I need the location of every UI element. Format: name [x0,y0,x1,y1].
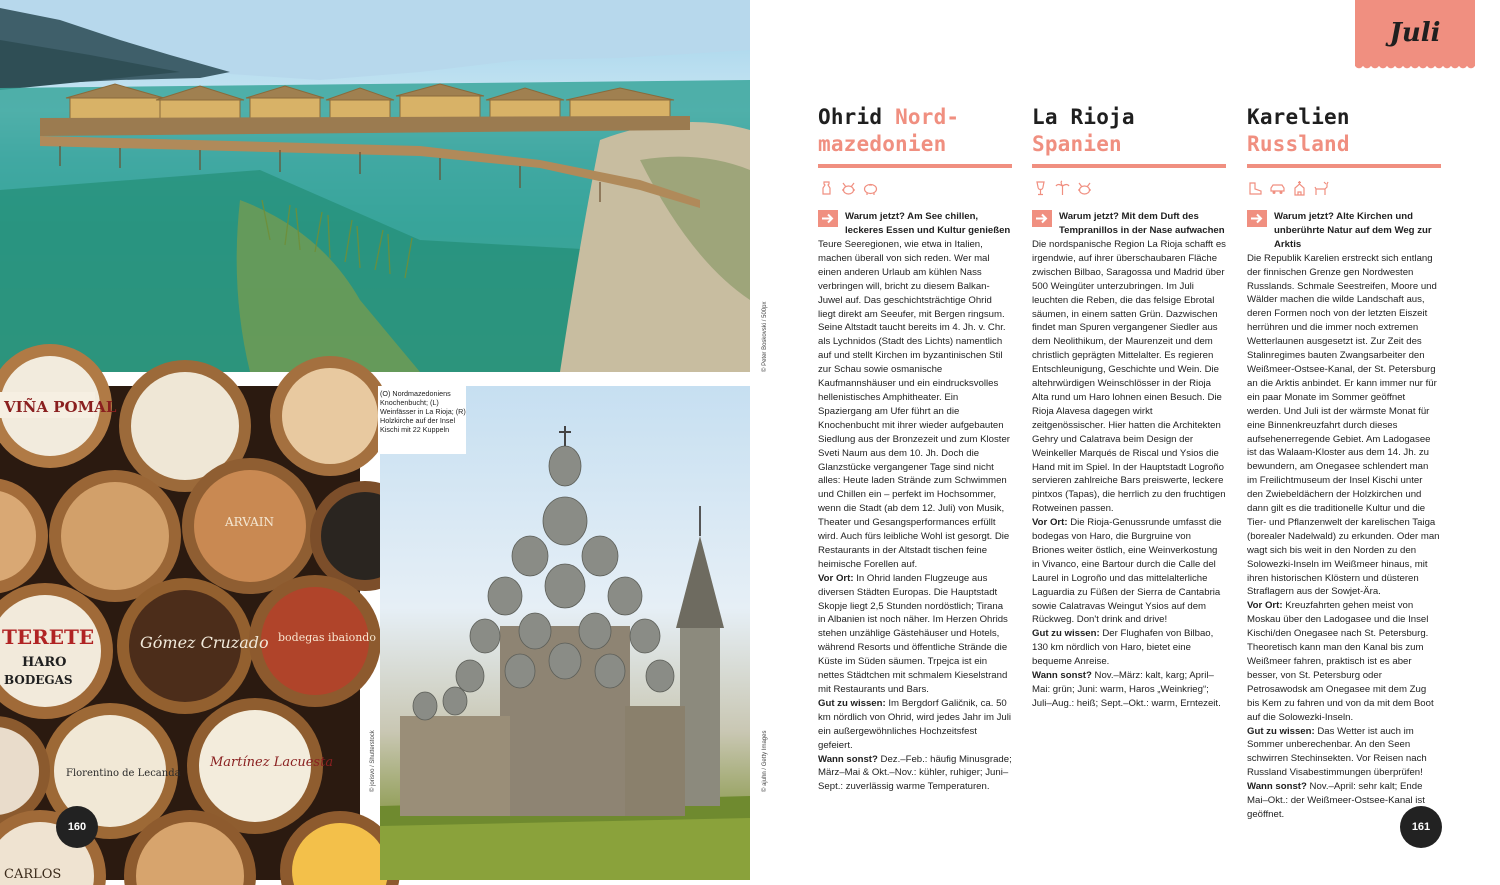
paragraph-label: Wann sonst? [818,753,878,765]
lead-why-now [1032,210,1226,238]
palm-tree-icon [1054,180,1071,197]
destination-body [1247,252,1441,822]
paragraph-label: Gut zu wissen: [1032,628,1100,640]
hiking-boot-icon [1247,180,1264,197]
barrel-label-bodegas: BODEGAS [4,673,73,687]
destination-body [818,238,1012,794]
month-label: Juli [1389,18,1441,48]
paragraph-text: Die Rioja-Genussrunde umfasst die bodegas von Haro, die Burgruine von Briones weiter östlich, eine Weinverkostung in Vivanco, eine Bartour durch die Calle del Laurel in Logroño und das mittelalterliche Laguardia zu Füßen der Sierra de Cantabria sowie Calatravas Weingut Ysios auf dem Rückweg. Don't drink and drive! [1032,517,1222,626]
barrel-label-arvain: ARVAIN [225,515,275,529]
seafood-icon [1076,180,1093,197]
lead-why-now [818,210,1012,238]
paragraph-label: Vor Ort: [1247,600,1283,612]
activity-icons [818,177,1012,199]
paragraph-label: Vor Ort: [818,572,854,584]
paragraph-text: Nov.–April: sehr kalt; Ende Mai–Okt.: der Weißmeer-Ostsee-Kanal ist geöffnet. [1247,781,1425,820]
body-paragraph [1032,627,1226,669]
photo-caption: (O) Nordmazedoniens Knochenbucht; (L) Weinfässer in La Rioja; (R) Holzkirche auf der Insel Kischi mit 22 Kuppeln [378,386,466,454]
barrel-label-gomez-cruzado: Gómez Cruzado [140,633,269,652]
arrow-right-icon [1032,210,1052,227]
wine-glass-icon [1032,180,1049,197]
destination-title [818,104,1012,160]
lead-text: Warum jetzt? Am See chillen, leckeres Essen und Kultur genießen [845,211,1011,236]
page-number-right: 161 [1400,806,1442,848]
paragraph-text: Teure Seeregionen, wie etwa in Italien, machen überall von sich reden. Wer mal einen anderen Urlaub am kühlen Nass verbringen will, bricht zu diesem Balkan-Juwel auf. Das geschichtsträchtige Ohrid liegt direkt am Seeufer, mit Bergen ringsum. Seine Altstadt taucht bereits im 4. Jh. v. Chr. als Lychnidos (Stadt des Lichts) namentlich auf und stellt Kirchen im byzantinischen Stil zur Schau sowie osmanische Kaufmannshäuser und ein eindrucksvolles hellenistisches Amphitheater. Ein Spaziergang am Ufer führt an die Knochenbucht mit ihrer wieder aufgebauten Siedlung aus der Bronzezeit und zum Kloster Sveti Naum aus dem 10. Jh. Doch die Glanzstücke vergangener Tage sind nicht alles: Heute laden Strände zum Schwimmen und Chillen ein – perfekt im Hochsommer, wenn die Stadt (ab dem 12. Juli) von Musik, Theater und Gesangsperformances erfüllt wird. Auch fürs leibliche Wohl ist gesorgt. Die Restaurants in der Altstadt tischen feine heimische Forellen auf. [818,239,1010,570]
destination-column-ohrid [818,104,1012,794]
title-rule [1032,164,1226,168]
destination-place: Karelien [1247,105,1350,129]
destination-column-karelien [1247,104,1441,822]
page-number-left: 160 [56,806,98,848]
body-paragraph [1247,599,1441,724]
lake-stilt-village-photo [0,0,750,372]
month-tab [1355,0,1475,66]
barrel-label-florentino: Florentino de Lecanda [66,768,181,779]
paragraph-text: Die Republik Karelien erstreckt sich entlang der finnischen Grenze gen Nordwesten Russlands. Schmale Seestreifen, Moore und Wälder machen die wilde Landschaft aus, deren Formen noch von der letzten Eiszeit herrühren und die immer noch extremen Wetterlaunen ausgesetzt ist. Zur Zeit des Stalinregimes bauten Zwangsarbeiter den Weißmeer-Ostsee-Kanal, der St. Petersburg an die Arktis anbindet. Er kann immer nur für ein paar Monate im Sommer geöffnet werden. Und Juli ist der wärmste Monat für eine Binnenkreuzfahrt durch dieses aufsehenerregende Gebiet. Am Ladogasee ist das Walaam-Kloster aus dem 14. Jh. zu bewundern, am Onegasee schlendert man im Freilichtmuseum der Insel Kischi unter den Zwiebeldächern der Holzkirchen und dann gilt es die traditionelle Kultur und die Tier- und Pflanzenwelt der karelischen Taiga (borealer Nadelwald) zu erkunden. Oder man wagt sich bis weit in den Norden zu den Solowezki-Inseln im Weißmeer hinaus, mit ihren historischen Klöstern und düsteren Straflagern aus der Sowjet-Ära. [1247,252,1440,598]
body-paragraph [818,572,1012,697]
body-paragraph [1032,669,1226,711]
body-paragraph [818,697,1012,753]
lead-text: Warum jetzt? Mit dem Duft des Tempranillos in der Nase aufwachen [1059,211,1225,236]
paragraph-label: Vor Ort: [1032,517,1068,529]
destination-body [1032,238,1226,711]
barrel-label-vina-pomal: VIÑA POMAL [4,398,117,416]
destination-country: Spanien [1032,132,1122,156]
car-icon [1269,180,1286,197]
paragraph-label: Gut zu wissen: [1247,725,1315,737]
elk-icon [1313,180,1330,197]
vase-icon [818,180,835,197]
paragraph-text: Der Flughafen von Bilbao, 130 km nördlich von Haro, bietet eine bequeme Anreise. [1032,628,1214,668]
title-rule [818,164,1012,168]
destination-country: Russland [1247,132,1350,156]
body-paragraph [1032,516,1226,627]
paragraph-label: Gut zu wissen: [818,697,886,709]
activity-icons [1032,177,1226,199]
body-paragraph [1247,780,1441,822]
paragraph-label: Wann sonst? [1032,670,1092,682]
destination-column-la-rioja [1032,104,1226,711]
destination-place: Ohrid [818,105,883,129]
barrel-label-carlos: CARLOS [4,867,62,882]
paragraph-text: Das Wetter ist auch im Sommer unberechenbar. An den Seen schwirren Stechinsekten. Vor Reisen nach Russland Visabestimmungen überprüfen! [1247,725,1427,779]
destination-title [1032,104,1226,160]
paragraph-text: Die nordspanische Region La Rioja schafft es irgendwie, auf ihrer überschaubaren Fläche zwischen Bilbao, Saragossa und Madrid über 500 Weingüter unterzubringen. Im Juli leuchten die Reben, die das felsige Ebrotal säumen, in einem satten Grün. Dazwischen findet man Spuren vergangener Siedler aus dem Neolithikum, der Maurenzeit und dem christlich geprägten Mittelalter. Es regieren Entschleunigung, Geschichte und Wein. Die altehrwürdigen Weinschlösser in der Rioja Alta rund um Haro lohnen einen Besuch. Die Rioja Alavesa dagegen wirkt zeitgenössischer. Hier hatten die Architekten Gehry und Calatrava beim Design der Weinkeller Marqués de Riscal und Ysios die Hand mit im Spiel. In der Hauptstadt Logroño servieren zahlreiche Bars preiswerte, leckere pintxos (Tapas), die herrlich zu den fruchtigen Rotweinen passen. [1032,239,1226,515]
photo-credit-barrels: © jorisvo / Shutterstock [370,730,376,792]
church-icon [1291,180,1308,197]
destination-country: Nord-mazedonien [818,105,960,156]
arrow-right-icon [818,210,838,227]
lead-why-now [1247,210,1441,252]
photo-credit-church: © ajuhn / Getty Images [762,730,768,792]
body-paragraph [1247,725,1441,781]
barrel-label-haro: HARO [22,655,67,670]
paragraph-text: Im Bergdorf Galičnik, ca. 50 km nördlich von Ohrid, wird jedes Jahr im Juli ein außergewöhnliches Hochzeitsfest gefeiert. [818,697,1012,751]
activity-icons [1247,177,1441,199]
paragraph-text: In Ohrid landen Flugzeuge aus diversen Städten Europas. Die Hauptstadt Skopje liegt 2,5 Stunden nordöstlich; Tirana in Albanien ist noch näher. Im Herzen Ohrids stehen unzählige Gästehäuser und Hotels, während Resorts und öffentliche Strände die Küste im Süden säumen. Trpejca ist ein nettes Städtchen mit schmalem Kieselstrand mit Restaurants und Bars. [818,572,1008,695]
paragraph-label: Wann sonst? [1247,781,1307,793]
paragraph-text: Kreuzfahrten gehen meist von Moskau über den Ladogasee und die Insel Kischi/den Onegasee nach St. Petersburg. Theoretisch kann man den Kanal bis zum Weißmeer fahren, praktisch ist es aber besser, von St. Petersburg oder Petrosawodsk am Onegasee mit dem Zug bis Kem zu fahren und von da mit dem Boot auf die Solowezki-Inseln. [1247,600,1434,723]
destination-title [1247,104,1441,160]
arrow-right-icon [1247,210,1267,227]
body-paragraph [1247,252,1441,600]
barrel-label-martinez: Martínez Lacuesta [210,755,334,770]
wooden-church-kizhi-photo [380,386,750,880]
barrel-label-ibaiondo: bodegas ibaiondo [278,631,376,644]
body-paragraph [818,753,1012,795]
paragraph-text: Nov.–März: kalt, karg; April–Mai: grün; Juni: warm, Haros „Weinkrieg“; Juli–Aug.: heiß; Sept.–Okt.: warm, Erntezeit. [1032,670,1221,709]
piggy-bank-icon [862,180,879,197]
destination-place: La Rioja [1032,105,1135,129]
title-rule [1247,164,1441,168]
photo-credit-lake: © Peter Boskovski / 500px [762,301,768,372]
body-paragraph [818,238,1012,572]
seafood-icon [840,180,857,197]
body-paragraph [1032,238,1226,516]
lead-text: Warum jetzt? Alte Kirchen und unberührte Natur auf dem Weg zur Arktis [1274,211,1432,250]
paragraph-text: Dez.–Feb.: häufig Minusgrade; März–Mai & Okt.–Nov.: kühler, ruhiger; Juni–Sept.: zuverlässig warme Temperaturen. [818,753,1012,793]
barrel-label-terete: TERETE [2,625,95,649]
